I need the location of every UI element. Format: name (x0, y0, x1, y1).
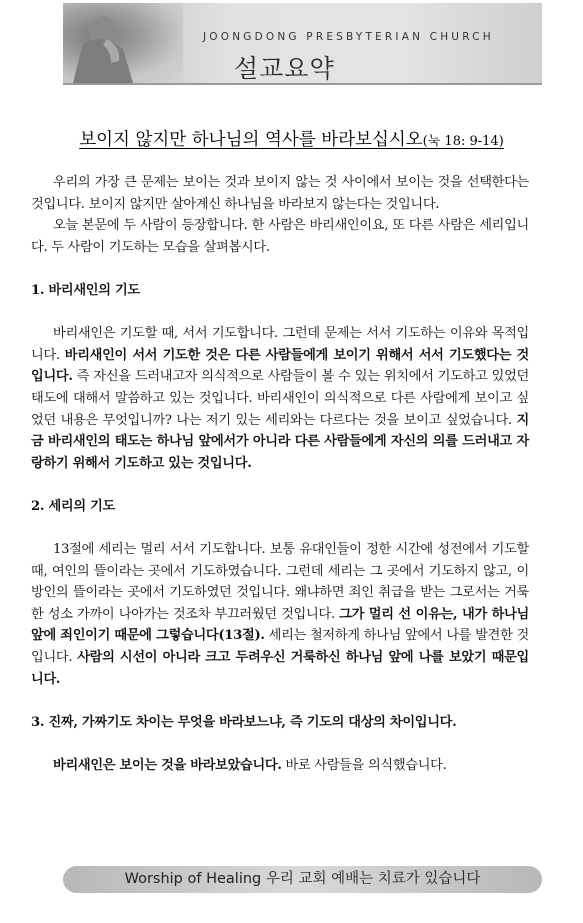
section-3-paragraph (31, 755, 529, 777)
sermon-title-main: 보이지 않지만 하나님의 역사를 바라보십시오 (79, 130, 423, 150)
text-run: 13절에 세리는 멀리 서서 기도합니다. 보통 유대인들이 정한 시간에 성전에서 기도할 때, 여인의 뜰이라는 곳에서 기도하였습니다. 그런데 세리는 그 곳에서 기도하지 않고, 이방인의 뜰이라는 곳에서 기도하였던 것입니다. 왜냐하면 죄인 취급을 받는 그로서는 거룩한 성소 가까이 나아가는 것조차 부끄러웠던 것입니다. (31, 542, 529, 622)
section-3-heading: 3. 진짜, 가짜기도 차이는 무엇을 바라보느냐, 즉 기도의 대상의 차이입니다. (31, 714, 457, 730)
section-2-paragraph (31, 539, 529, 690)
section-1-heading: 1. 바리새인의 기도 (31, 282, 140, 298)
intro-paragraph-2: 오늘 본문에 두 사람이 등장합니다. 한 사람은 바리새인이요, 또 다른 사람은 세리입니다. 두 사람이 기도하는 모습을 살펴봅시다. (31, 218, 529, 255)
sermon-body (31, 172, 529, 777)
bold-run: 바리새인은 보이는 것을 바라보았습니다. (53, 758, 282, 774)
text-run: 즉 자신을 드러내고자 의식적으로 사람들이 볼 수 있는 위치에서 기도하고 있었던 태도에 대해서 말씀하고 있는 것입니다. 바리새인이 의식적으로 다른 사람에게 보이고 싶었던 내용은 무엇입니까? 나는 저기 있는 세리와는 다르다는 것을 보이고 싶었습니다. (31, 369, 529, 428)
section-2-heading: 2. 세리의 기도 (31, 498, 115, 514)
section-label: 설교요약 (234, 54, 335, 83)
church-name: JOONGDONG PRESBYTERIAN CHURCH (203, 31, 494, 43)
header-banner (63, 3, 542, 85)
bold-run: 그가 멀리 선 이유는, 내가 하나님 앞에 죄인이기 때문에 그렇습니다(13절). (31, 606, 529, 644)
sermon-title (0, 126, 583, 151)
section-1-paragraph (31, 323, 529, 474)
intro-paragraph-1: 우리의 가장 큰 문제는 보이는 것과 보이지 않는 것 사이에서 보이는 것을 선택한다는 것입니다. 보이지 않지만 살아계신 하나님을 바라보지 않는다는 것입니다. (31, 175, 529, 212)
footer-banner: Worship of Healing 우리 교회 예배는 치료가 있습니다 (63, 866, 542, 893)
text-run: 바리새인은 기도할 때, 서서 기도합니다. 그런데 문제는 서서 기도하는 이유와 목적입니다. (31, 326, 529, 363)
text-run: 세리는 철저하게 하나님 앞에서 나를 발견한 것입니다. (31, 628, 529, 666)
bold-run: 지금 바리새인의 태도는 하나님 앞에서가 아니라 다른 사람들에게 자신의 의를 드러내고 자랑하기 위해서 기도하고 있는 것입니다. (31, 412, 529, 471)
text-run: 바로 사람들을 의식했습니다. (281, 758, 447, 774)
bold-run: 바리새인이 서서 기도한 것은 다른 사람들에게 보이기 위해서 서서 기도했다는 것입니다. (31, 347, 529, 385)
praying-woman-illustration (63, 3, 193, 83)
scripture-reference: (눅 18: 9-14) (422, 134, 504, 149)
bold-run: 사람의 시선이 아니라 크고 두려우신 거룩하신 하나님 앞에 나를 보았기 때문입니다. (31, 650, 529, 687)
